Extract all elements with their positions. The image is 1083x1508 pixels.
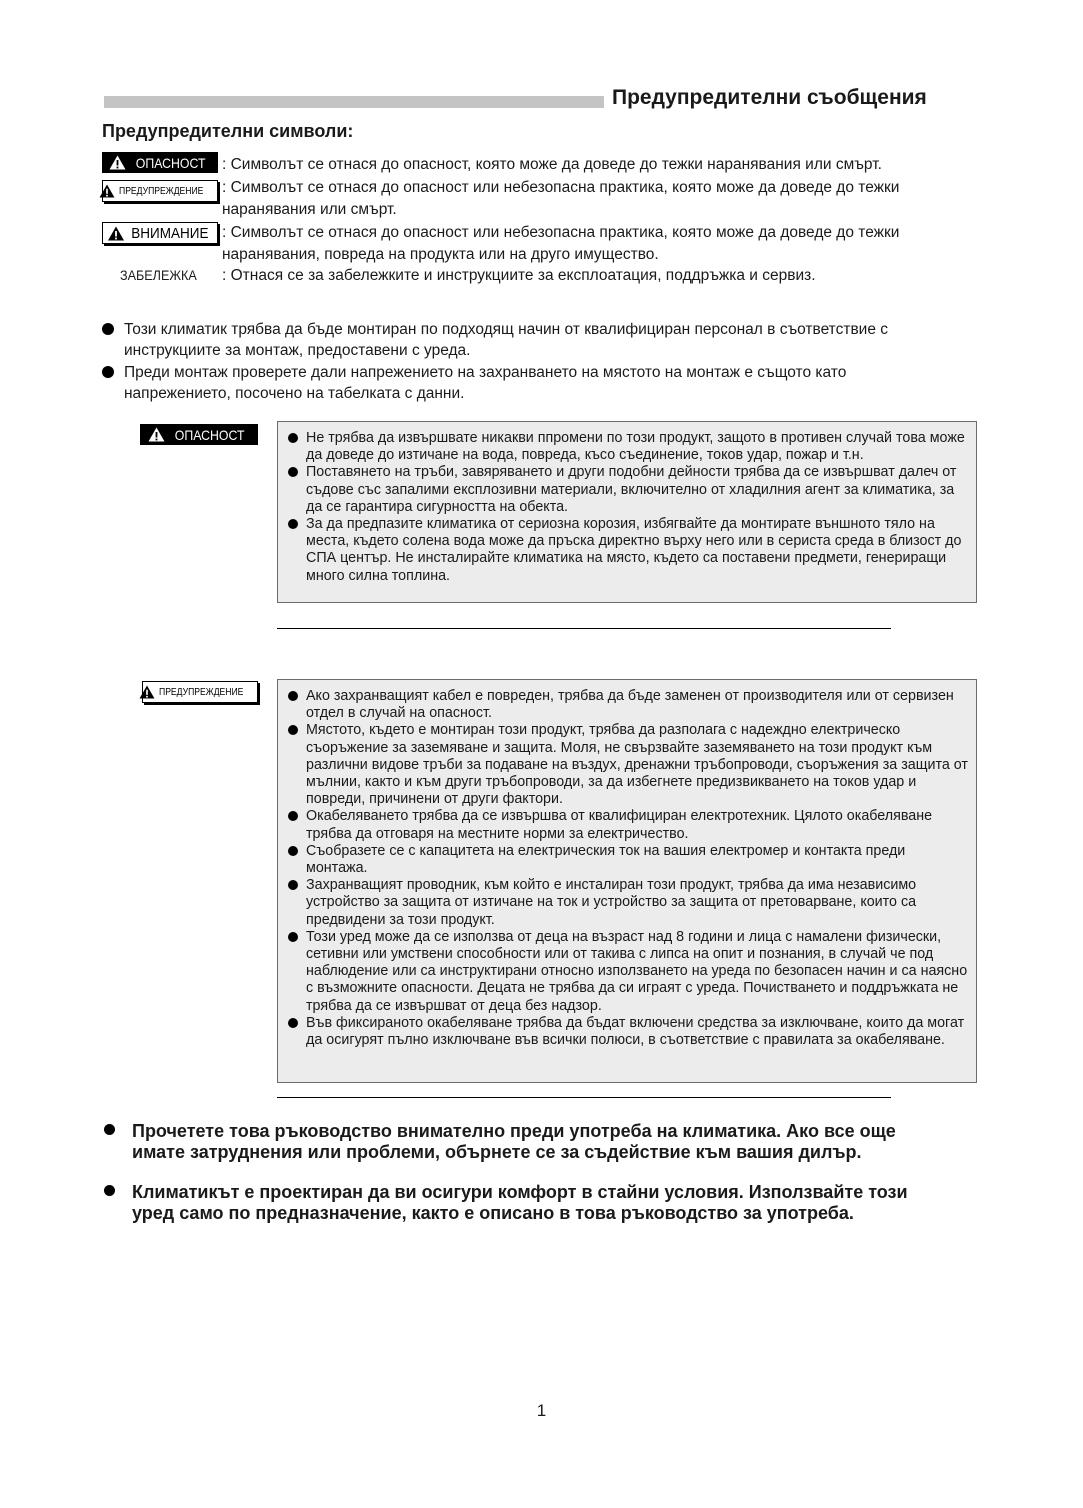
list-item: Ако захранващият кабел е повреден, трябва да бъде заменен от производителя или от сервизен отдел в случай на опасност. (288, 688, 970, 722)
list-item: Преди монтаж проверете дали напрежението на захранването на мястото на монтаж е същото като напрежението, посочено на табелката с данни. (102, 362, 952, 404)
warning-triangle-icon (107, 226, 125, 241)
bullet-icon (102, 323, 114, 335)
divider (277, 1097, 891, 1098)
danger-section-badge (140, 424, 258, 445)
page-title: Предупредителни съобщения (612, 86, 927, 109)
page-number: 1 (536, 1401, 547, 1420)
note-label: ЗАБЕЛЕЖКА (120, 267, 197, 283)
warning-triangle-icon (148, 427, 165, 442)
warning-section-badge (142, 681, 258, 703)
warning-badge-label: ПРЕДУПРЕЖДЕНИЕ (118, 185, 203, 197)
list-item: Мястото, където е монтиран този продукт, трябва да разполага с надеждно електрическо съоръжение за заземяване и защита. Моля, не свързвайте заземяването на този продукт към различни видове тръби за подаване на въздух, дренажни тръбопроводи, съоръжения за защита от мълнии, както и към други тръбопроводи, за да избегнете предизвикването на токов удар и повреди, причинени от други фактори. (288, 722, 970, 808)
bullet-icon (104, 1185, 115, 1196)
warning-badge (102, 180, 218, 202)
list-item: За да предпазите климатика от сериозна корозия, избягвайте да монтирате външното тяло на места, където солена вода може да пръска директно върху него или в сериста среда в близост до СПА център. Не инсталирайте климатика на място, където са поставени предмети, генериращи много силна топлина. (288, 516, 970, 585)
list-item: Захранващият проводник, към който е инсталиран този продукт, трябва да има независимо устройство за защита от изтичане на ток и устройство за защита от претоварване, които са предвидени за този продукт. (288, 877, 970, 929)
warning-box (277, 679, 977, 1083)
symbols-heading: Предупредителни символи: (102, 121, 354, 141)
danger-box (277, 421, 977, 603)
bullet-icon (104, 1124, 115, 1135)
final-note: Климатикът е проектиран да ви осигури комфорт в стайни условия. Използвайте този уред само по предназначение, както е описано в това ръководство за употреба. (104, 1182, 924, 1223)
bullet-icon (102, 366, 114, 378)
list-item: Поставянето на тръби, завяряването и други подобни дейности трябва да се извършват далеч от съдове със запалими експлозивни материали, включително от хладилния агент за климатика, за да се гарантира сигурността на обекта. (288, 464, 970, 516)
caution-badge (102, 222, 218, 244)
danger-badge (102, 152, 218, 173)
list-item: Не трябва да извършвате никакви ппромени по този продукт, защото в противен случай това може да доведе до изтичане на вода, повреда, късо съединение, токов удар, пожар и т.н. (288, 430, 970, 464)
danger-section-badge-label: ОПАСНОСТ (175, 426, 245, 443)
final-note: Прочетете това ръководство внимателно преди употреба на климатика. Ако все още имате затруднения или проблеми, обърнете се за съдействие към вашия дилър. (104, 1121, 924, 1162)
list-item: Съобразете се с капацитета на електрическия ток на вашия електромер и контакта преди монтажа. (288, 843, 970, 877)
symbol-text-caution: : Символът се отнася до опасност или небезопасна практика, която може да доведе до тежки наранявания, повреда на продукта или на друго имущество. (222, 224, 900, 263)
warning-section-badge-label: ПРЕДУПРЕЖДЕНИЕ (158, 686, 243, 698)
list-item: Окабеляването трябва да се извършва от квалифициран електротехник. Цялото окабеляване трябва да отговаря на местните норми за електричество. (288, 808, 970, 842)
list-item: Този уред може да се използва от деца на възраст над 8 години и лица с намалени физически, сетивни или умствени способности или от такива с липса на опит и познания, в случай че под наблюдение или са инструктирани относно използването на уреда по безопасен начин и са наясно с възможните опасности. Децата не трябва да си играят с уреда. Почистването и поддръжката не трябва да се извършват от деца без надзор. (288, 929, 970, 1015)
symbol-text-danger: : Символът се отнася до опасност, която може да доведе до тежки наранявания или смърт. (222, 156, 882, 173)
header-bar (104, 96, 604, 108)
symbol-text-warning: : Символът се отнася до опасност или небезопасна практика, която може да доведе до тежки наранявания или смърт. (222, 179, 900, 218)
danger-badge-label: ОПАСНОСТ (136, 154, 206, 171)
symbol-text-note: : Отнася се за забележките и инструкциите за експлоатация, поддръжка и сервиз. (222, 267, 816, 284)
list-item: Този климатик трябва да бъде монтиран по подходящ начин от квалифициран персонал в съответствие с инструкциите за монтаж, предоставени с уреда. (102, 319, 952, 361)
caution-badge-label: ВНИМАНИЕ (131, 224, 209, 242)
list-item: Във фиксираното окабеляване трябва да бъдат включени средства за изключване, които да могат да осигурят пълно изключване във всички полюси, в съответствие с правилата за окабеляване. (288, 1015, 970, 1049)
divider (277, 628, 891, 629)
warning-triangle-icon (139, 685, 155, 699)
warning-triangle-icon (109, 155, 126, 170)
warning-triangle-icon (99, 184, 115, 198)
